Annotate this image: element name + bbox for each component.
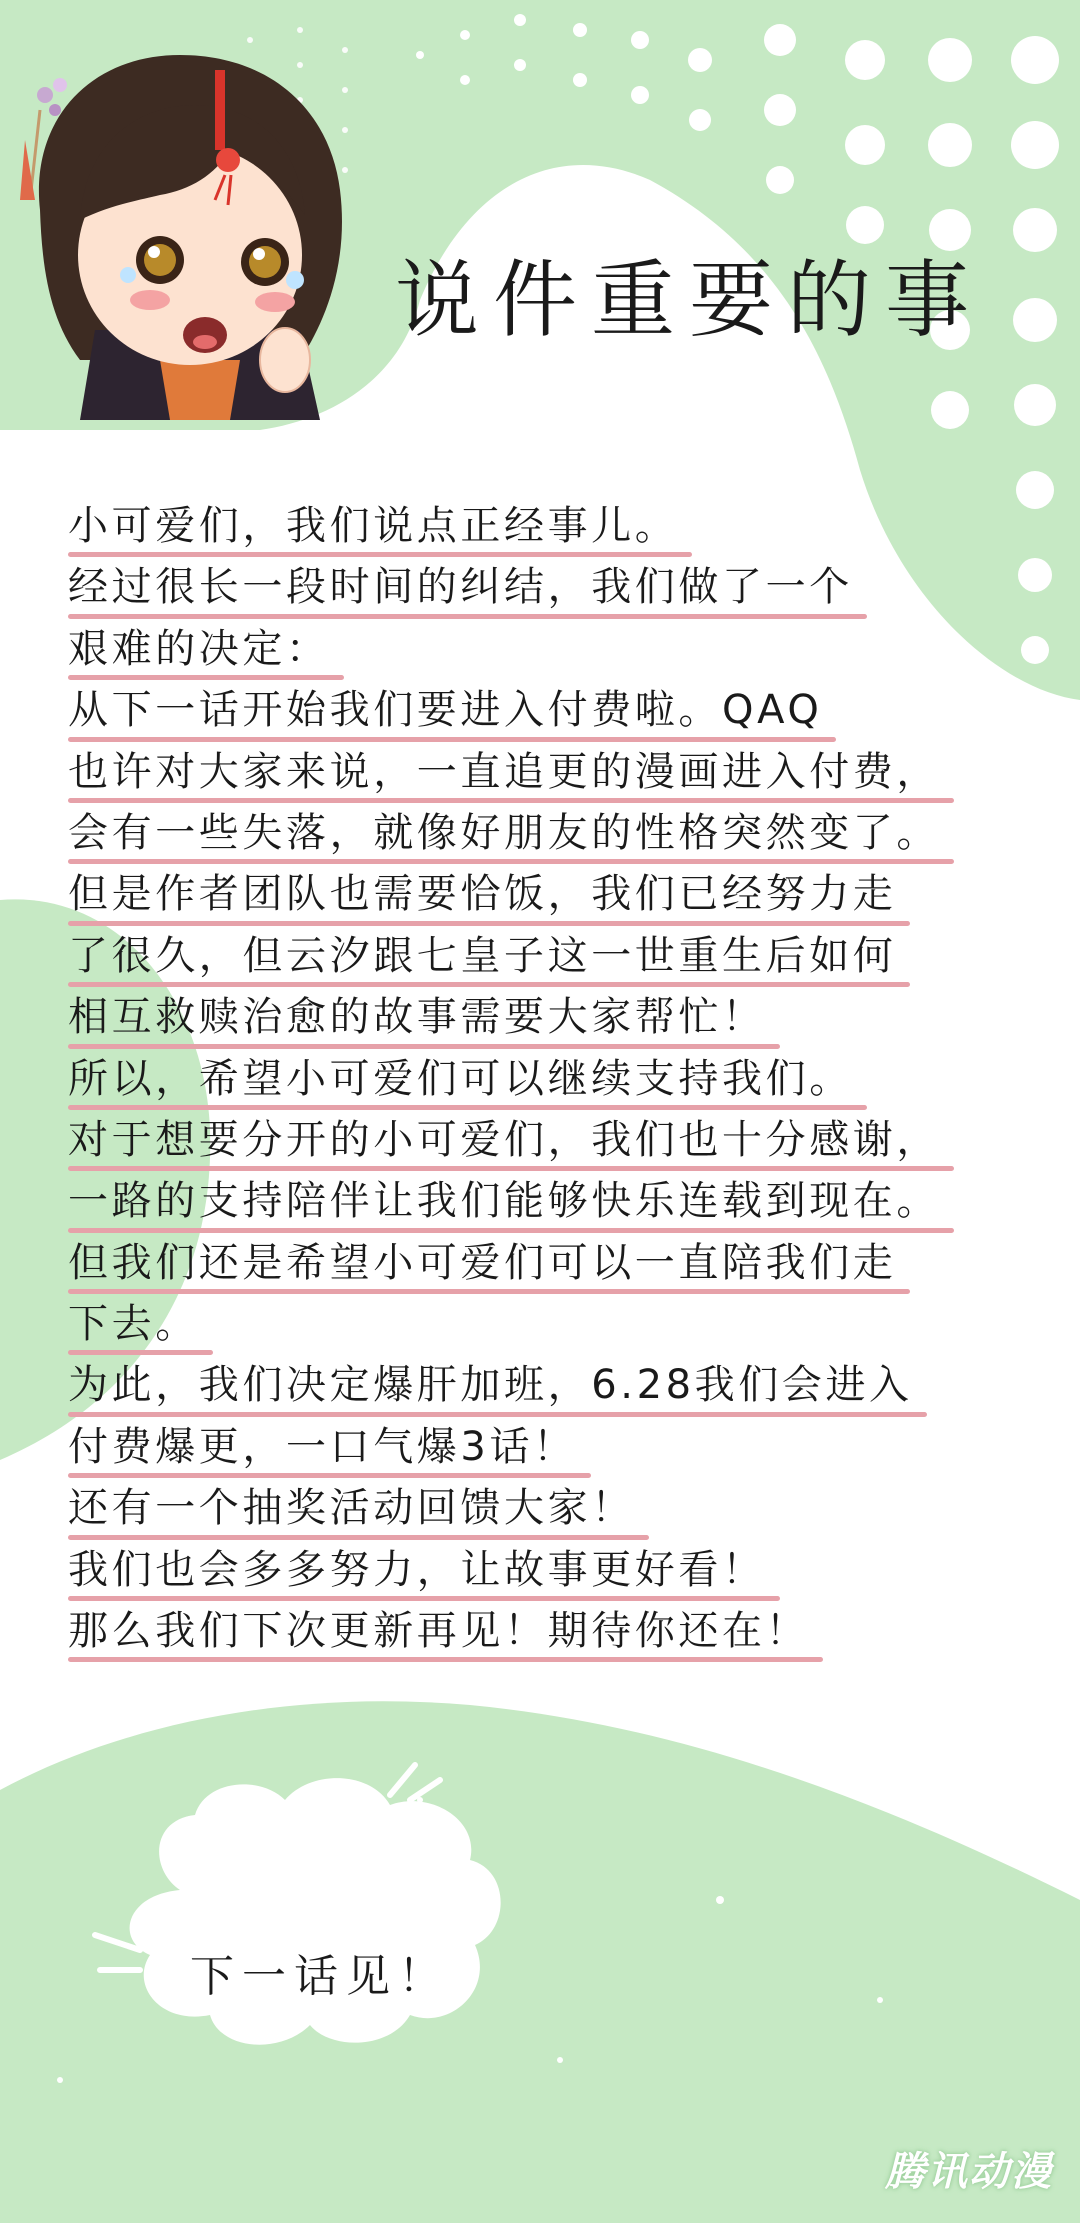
line-underline xyxy=(68,614,867,619)
line-underline xyxy=(68,552,692,557)
message-line xyxy=(68,805,1068,866)
message-line xyxy=(68,866,1068,927)
message-line xyxy=(68,498,1068,559)
message-line-text: 了很久，但云汐跟七皇子这一世重生后如何 xyxy=(68,932,897,979)
message-line-text: 还有一个抽奖活动回馈大家！ xyxy=(68,1485,635,1532)
message-line-text: 相互救赎治愈的故事需要大家帮忙！ xyxy=(68,994,766,1041)
message-line xyxy=(68,1357,1068,1418)
line-underline xyxy=(68,1535,649,1540)
line-underline xyxy=(68,1657,823,1662)
message-body xyxy=(68,498,1068,1664)
line-underline xyxy=(68,1105,867,1110)
line-underline xyxy=(68,737,836,742)
message-line xyxy=(68,1480,1068,1541)
message-line xyxy=(68,682,1068,743)
message-line-text: 从下一话开始我们要进入付费啦。QAQ xyxy=(68,687,823,734)
message-line-text: 我们也会多多努力，让故事更好看！ xyxy=(68,1546,766,1593)
message-line xyxy=(68,1603,1068,1664)
message-line-text: 所以，希望小可爱们可以继续支持我们。 xyxy=(68,1055,853,1102)
message-line-text: 但我们还是希望小可爱们可以一直陪我们走 xyxy=(68,1239,897,1286)
cloud-caption: 下一话见！ xyxy=(190,1951,450,2002)
message-line xyxy=(68,1173,1068,1234)
message-line-text: 经过很长一段时间的纠结，我们做了一个 xyxy=(68,564,853,611)
message-line xyxy=(68,928,1068,989)
line-underline xyxy=(68,1350,213,1355)
line-underline xyxy=(68,921,910,926)
message-line-text: 那么我们下次更新再见！期待你还在！ xyxy=(68,1608,810,1655)
message-line xyxy=(68,1051,1068,1112)
line-underline xyxy=(68,1473,591,1478)
message-line xyxy=(68,1112,1068,1173)
message-line-text: 小可爱们，我们说点正经事儿。 xyxy=(68,503,679,549)
message-line xyxy=(68,559,1068,620)
message-line xyxy=(68,989,1068,1050)
watermark-logo: 腾讯动漫 xyxy=(885,2149,1053,2195)
message-line-text: 会有一些失落，就像好朋友的性格突然变了。 xyxy=(68,809,940,856)
message-line-text: 为此，我们决定爆肝加班，6.28我们会进入 xyxy=(68,1362,913,1409)
line-underline xyxy=(68,1228,954,1233)
message-line xyxy=(68,1296,1068,1357)
message-line xyxy=(68,744,1068,805)
message-line xyxy=(68,1235,1068,1296)
line-underline xyxy=(68,859,954,864)
message-line-text: 艰难的决定： xyxy=(68,625,330,672)
line-underline xyxy=(68,798,954,803)
message-line-text: 也许对大家来说，一直追更的漫画进入付费， xyxy=(68,748,940,795)
message-line xyxy=(68,1419,1068,1480)
message-line-text: 对于想要分开的小可爱们，我们也十分感谢， xyxy=(68,1116,940,1163)
line-underline xyxy=(68,675,344,680)
message-line-text: 一路的支持陪伴让我们能够快乐连载到现在。 xyxy=(68,1178,940,1225)
line-underline xyxy=(68,1289,910,1294)
line-underline xyxy=(68,1044,780,1049)
message-line xyxy=(68,1542,1068,1603)
line-underline xyxy=(68,1166,954,1171)
line-underline xyxy=(68,1412,927,1417)
line-underline xyxy=(68,1596,780,1601)
message-line xyxy=(68,621,1068,682)
page-title: 说件重要的事 xyxy=(395,251,984,349)
message-line-text: 付费爆更，一口气爆3话！ xyxy=(68,1423,577,1470)
message-line-text: 下去。 xyxy=(68,1301,199,1348)
line-underline xyxy=(68,982,910,987)
message-line-text: 但是作者团队也需要恰饭，我们已经努力走 xyxy=(68,871,897,918)
